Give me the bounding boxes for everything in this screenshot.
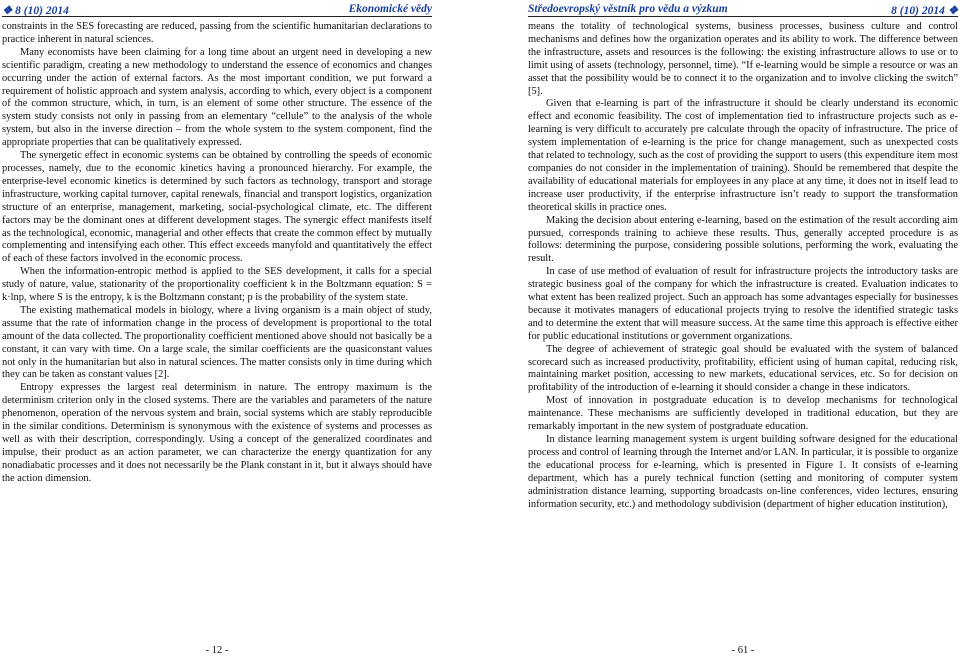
right-page-number: - 61 - [731,645,755,656]
paragraph: In case of use method of evaluation of result for infrastructure projects the introductory tasks are strategic business goal of the company for which the infrastructure is created. Evaluation indicates to what extent has been realized project. Such an approach has some advantages especially for businesses because it motivates managers of educational projects trying to resolve the identified strategic tasks and to determine the extent that will measure success. At the same time this approach is effective either for public educational institutions or government organizations. [528,266,958,342]
paragraph: The synergetic effect in economic systems can be obtained by controlling the speeds of economic processes, namely, due to the economic kinetics having a pronounced hierarchy. For example, the enterprise-level economic kinetics is determined by such factors as technology, transport and storage infrastructure, working capital turnover, capital renewals, financial and transport logistics, organization structure of an enterprise, management, marketing, social-psychological climate, etc. The different factors may be the dominant ones at different development stages. The synergic effect manifests itself as the technological, economic, managerial and other effects that create the common effect by mutually complementing and intensifying each other. This effect exceeds manyfold and quantitatively the effect of each of these factors involved in the economic process. [2,150,432,265]
paragraph: Given that e-learning is part of the infrastructure it should be clearly understand its economic effect and economic feasibility. The cost of implementation tied to infrastructure projects such as e-learning is very difficult to accurately pre calculate through the opacity of infrastructure. The price of system implementation of e-learning is the price for change management, such as unexpected costs that related to technology, such as the cost of providing the support to users (this expenditure item most companies do not consider in the implementation of training). Should be remembered that despite the availability of educational materials for employees in any place at any time, it does not in itself lead to increase user productivity, if the enterprise infrastructure isn’t ready to support the transformation theoretical skills in practice ones. [528,98,958,213]
paragraph: In distance learning management system is urgent building software designed for the educational process and control of learning through the Internet and/or LAN. In particular, it is possible to organize the educational process for e-learning, which is presented in Figure 1. It consists of e-learning department, which has a purely technical function (setting and monitoring of computer system administration distance learning, supporting broadcasts on-line conferences, video lectures, ensuring information security, etc.) and methodology subdivision (department of higher education institution), [528,434,958,510]
paragraph: Making the decision about entering e-learning, based on the estimation of the result according aim pursued, corresponds training to achieve these results. Thus, generally accepted procedure is as follows: determining the purpose, considering possible solutions, performing the work, evaluating the result. [528,214,958,265]
right-page-body [528,21,958,511]
right-header-journal: Středoevropský věstník pro vědu a výzkum [528,3,728,15]
paragraph: Entropy expresses the largest real determinism in nature. The entropy maximum is the determinism criterion only in the closed systems. There are the variables and parameters of the nature phenomenon, operation of the nervous system and brain, social systems which are stably reproducible in the similar conditions. Determinism is synonymous with the existence of systems and processes as well as with their description, correspondingly. Using a concept of the generalized coordinates and impulse, their product as an action parameter, we can characterize the energy quantization for any nonadiabatic processes and it does not necessarily be the Plank constant in it, but it always should have the action dimension. [2,382,432,484]
paragraph: Most of innovation in postgraduate education is to develop mechanisms for technological maintenance. These mechanisms are sufficiently developed in traditional education, but they are remarkably important in the new system of postgraduate education. [528,395,958,433]
right-header-issue: 8 (10) 2014 ❖ [891,5,958,17]
left-page [2,0,432,666]
left-header-section: Ekonomické vědy [348,3,432,15]
left-page-number: - 12 - [205,645,229,656]
paragraph: When the information-entropic method is applied to the SES development, it calls for a special study of nature, value, stationarity of the proportionality coefficient k in the Boltzmann equation: S = k·lnp, where S is the entropy, k is the Boltzmann constant; p is the probability of the system state. [2,266,432,304]
paragraph: The existing mathematical models in biology, where a living organism is a main object of study, assume that the rate of information change in the process of development is proportional to the total amount of the data collected. The proportionality coefficient mentioned above should not basically be a constant, it can vary with time. On a large scale, the similar coefficients are the quasiconstant values not only in the humanitarian but also in natural sciences. The matter consists only in time during which they can be taken as constant values [2]. [2,304,432,381]
right-header-rule [528,16,958,17]
left-header-rule [2,16,432,17]
paragraph: Many economists have been claiming for a long time about an urgent need in developing a new scientific paradigm, creating a new methodology to understand the essence of economics and changes occurring under the action of external factors. As the most important condition, we put forward a requirement of holistic approach and system analysis, according to which, every object is a component of the common structure, which, in turn, is an element of some other structure. The essence of the system study consists not only in passing from an elementary “cellule” to the analysis of the whole system, but also in the inverse direction – from the whole system to the system component, find the appropriate properties that can be qualitatively expressed. [2,46,432,149]
right-page-header [528,3,958,16]
paragraph: constraints in the SES forecasting are reduced, passing from the scientific humanitarian declarations to practice inherent in natural sciences. [2,21,432,45]
paragraph: The degree of achievement of strategic goal should be evaluated with the system of balanced scorecard such as increased productivity, profitability, efficient using of human capital, reducing risk, maintaining market position, accessing to new markets, educational services, etc. So for decision on profitability of the introduction of e-learning it should consider a change in these indicators. [528,343,958,394]
left-page-body [2,21,432,486]
left-page-header [2,3,432,16]
right-page [528,0,958,666]
paragraph: means the totality of technological systems, business processes, business culture and control mechanisms and defines how the organization operates and its ability to work. The difference between the infrastructure, assets and resources is the following: the existing infrastructure allows to use or to limit using of assets (technology, personnel, time). “If e-learning would be simple a resource or was an asset that the possibility would be to connect it to the organization and to involve clicking the switch” [5]. [528,21,958,97]
left-header-issue: ❖ 8 (10) 2014 [2,5,69,17]
